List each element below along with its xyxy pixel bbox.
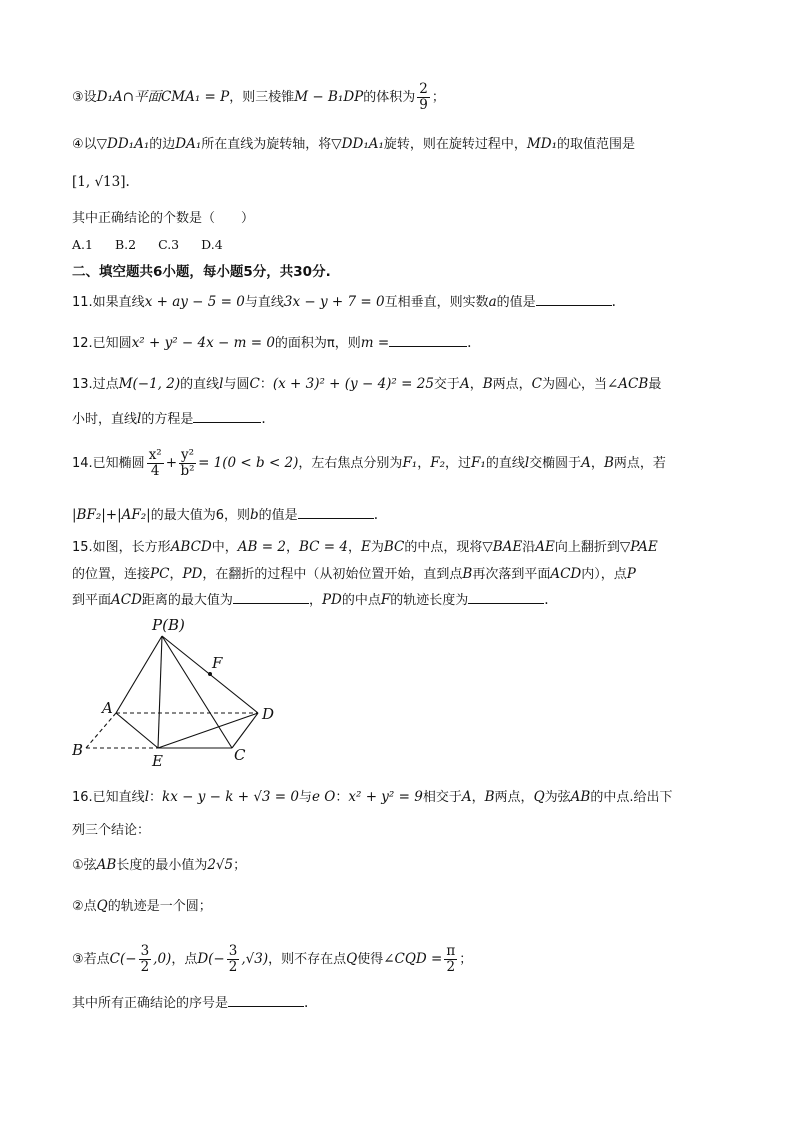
edge-cd <box>232 713 258 748</box>
label-a: A <box>102 699 113 717</box>
question-15: 15.如图，长方形ABCD中，AB = 2，BC = 4，E为BC的中点，现将▽BAE沿AE向上翻折到▽PAE <box>72 539 658 555</box>
item-4: ④以▽DD₁A₁的边DA₁所在直线为旋转轴，将▽DD₁A₁旋转，则在旋转过程中，MD₁的取值范围是 <box>72 136 635 152</box>
label-c: C <box>234 746 246 764</box>
option-b: B.2 <box>114 237 137 252</box>
question-16-cont: 列三个结论： <box>72 823 151 838</box>
fraction: $\frac{\pi}{2}$ <box>446 943 456 975</box>
answer-blank[interactable] <box>233 602 309 604</box>
question-prompt: 其中正确结论的个数是（ ） <box>72 211 255 226</box>
fraction: $\frac{\text{x²}}{4}$ <box>148 447 162 479</box>
label-f: F <box>212 654 223 672</box>
question-12: 12.已知圆x² + y² − 4x − m = 0的面积为π，则m = . <box>72 335 472 351</box>
fraction: $\frac{2}{9}$ <box>419 81 428 113</box>
edge-pe <box>158 636 162 748</box>
item-3: ③设D₁A∩平面CMA₁ = P，则三棱锥M − B₁DP的体积为 $\frac{2}{9}$ ； <box>72 81 445 113</box>
question-14: 14.已知椭圆 $\frac{\text{x²}}{4}$ + $\frac{\text{y²}}{\text{b²}}$ = 1(0 < b < 2)，左右焦点分别为F₁，F₂，过F₁的直线l交椭圆于A，B两点，若 <box>72 447 666 479</box>
answer-options <box>72 235 245 255</box>
fraction: $\frac{3}{2}$ <box>228 943 238 975</box>
conclusion-3: ③若点C(− $\frac{3}{2}$ ,0)，点D(− $\frac{3}{2}$ ,√3)，则不存在点Q使得∠CQD = $\frac{\pi}{2}$ ； <box>72 943 473 975</box>
answer-blank[interactable] <box>193 421 261 423</box>
edge-pc <box>162 636 232 748</box>
answer-blank[interactable] <box>468 602 544 604</box>
edge-ed <box>158 713 258 748</box>
label-e: E <box>152 752 163 770</box>
edge-ae <box>116 713 158 748</box>
label-b: B <box>72 741 84 759</box>
edge-pa <box>116 636 162 713</box>
option-a: A.1 <box>72 237 93 252</box>
label-p: P(B) <box>152 616 185 634</box>
answer-blank[interactable] <box>298 517 374 519</box>
question-11: 11.如果直线x + ay − 5 = 0与直线3x − y + 7 = 0互相垂直，则实数a的值是 . <box>72 294 616 310</box>
answer-blank[interactable] <box>228 1005 304 1007</box>
label-d: D <box>262 705 275 723</box>
fraction: $\frac{3}{2}$ <box>140 943 150 975</box>
math-expr: M − B₁DP <box>294 89 364 105</box>
edge-ba-dashed <box>86 713 116 748</box>
option-d: D.4 <box>201 237 223 252</box>
answer-blank[interactable] <box>536 304 612 306</box>
question-15-cont-1: 的位置，连接PC，PD，在翻折的过程中（从初始位置开始，直到点B再次落到平面ACD内），点P <box>72 566 636 582</box>
conclusion-2: ②点Q的轨迹是一个圆； <box>72 898 212 914</box>
question-14-cont: |BF₂|+|AF₂|的最大值为6，则b的值是 . <box>72 507 378 523</box>
question-13-cont: 小时，直线l的方程是 . <box>72 411 266 427</box>
conclusion-1: ①弦AB长度的最小值为2√5； <box>72 857 247 873</box>
section-heading: 二、填空题共6小题，每小题5分，共30分. <box>72 264 331 280</box>
final-prompt: 其中所有正确结论的序号是 . <box>72 995 309 1011</box>
item-4-range: [1, √13]. <box>72 174 130 190</box>
answer-blank[interactable] <box>389 345 467 347</box>
fraction: $\frac{\text{y²}}{\text{b²}}$ <box>180 447 195 479</box>
math-expr: D₁A∩平面CMA₁ = P <box>96 89 230 105</box>
question-13: 13.过点M(−1, 2)的直线l与圆C：(x + 3)² + (y − 4)² = 25交于A，B两点，C为圆心，当∠ACB最 <box>72 376 662 392</box>
question-15-cont-2: 到平面ACD距离的最大值为 ，PD的中点F的轨迹长度为 . <box>72 592 549 608</box>
question-16: 16.已知直线l：kx − y − k + √3 = 0与e O：x² + y² = 9相交于A，B两点，Q为弦AB的中点.给出下 <box>72 789 673 805</box>
point-f <box>208 672 212 676</box>
geometry-figure <box>72 612 292 772</box>
option-c: C.3 <box>158 237 180 252</box>
